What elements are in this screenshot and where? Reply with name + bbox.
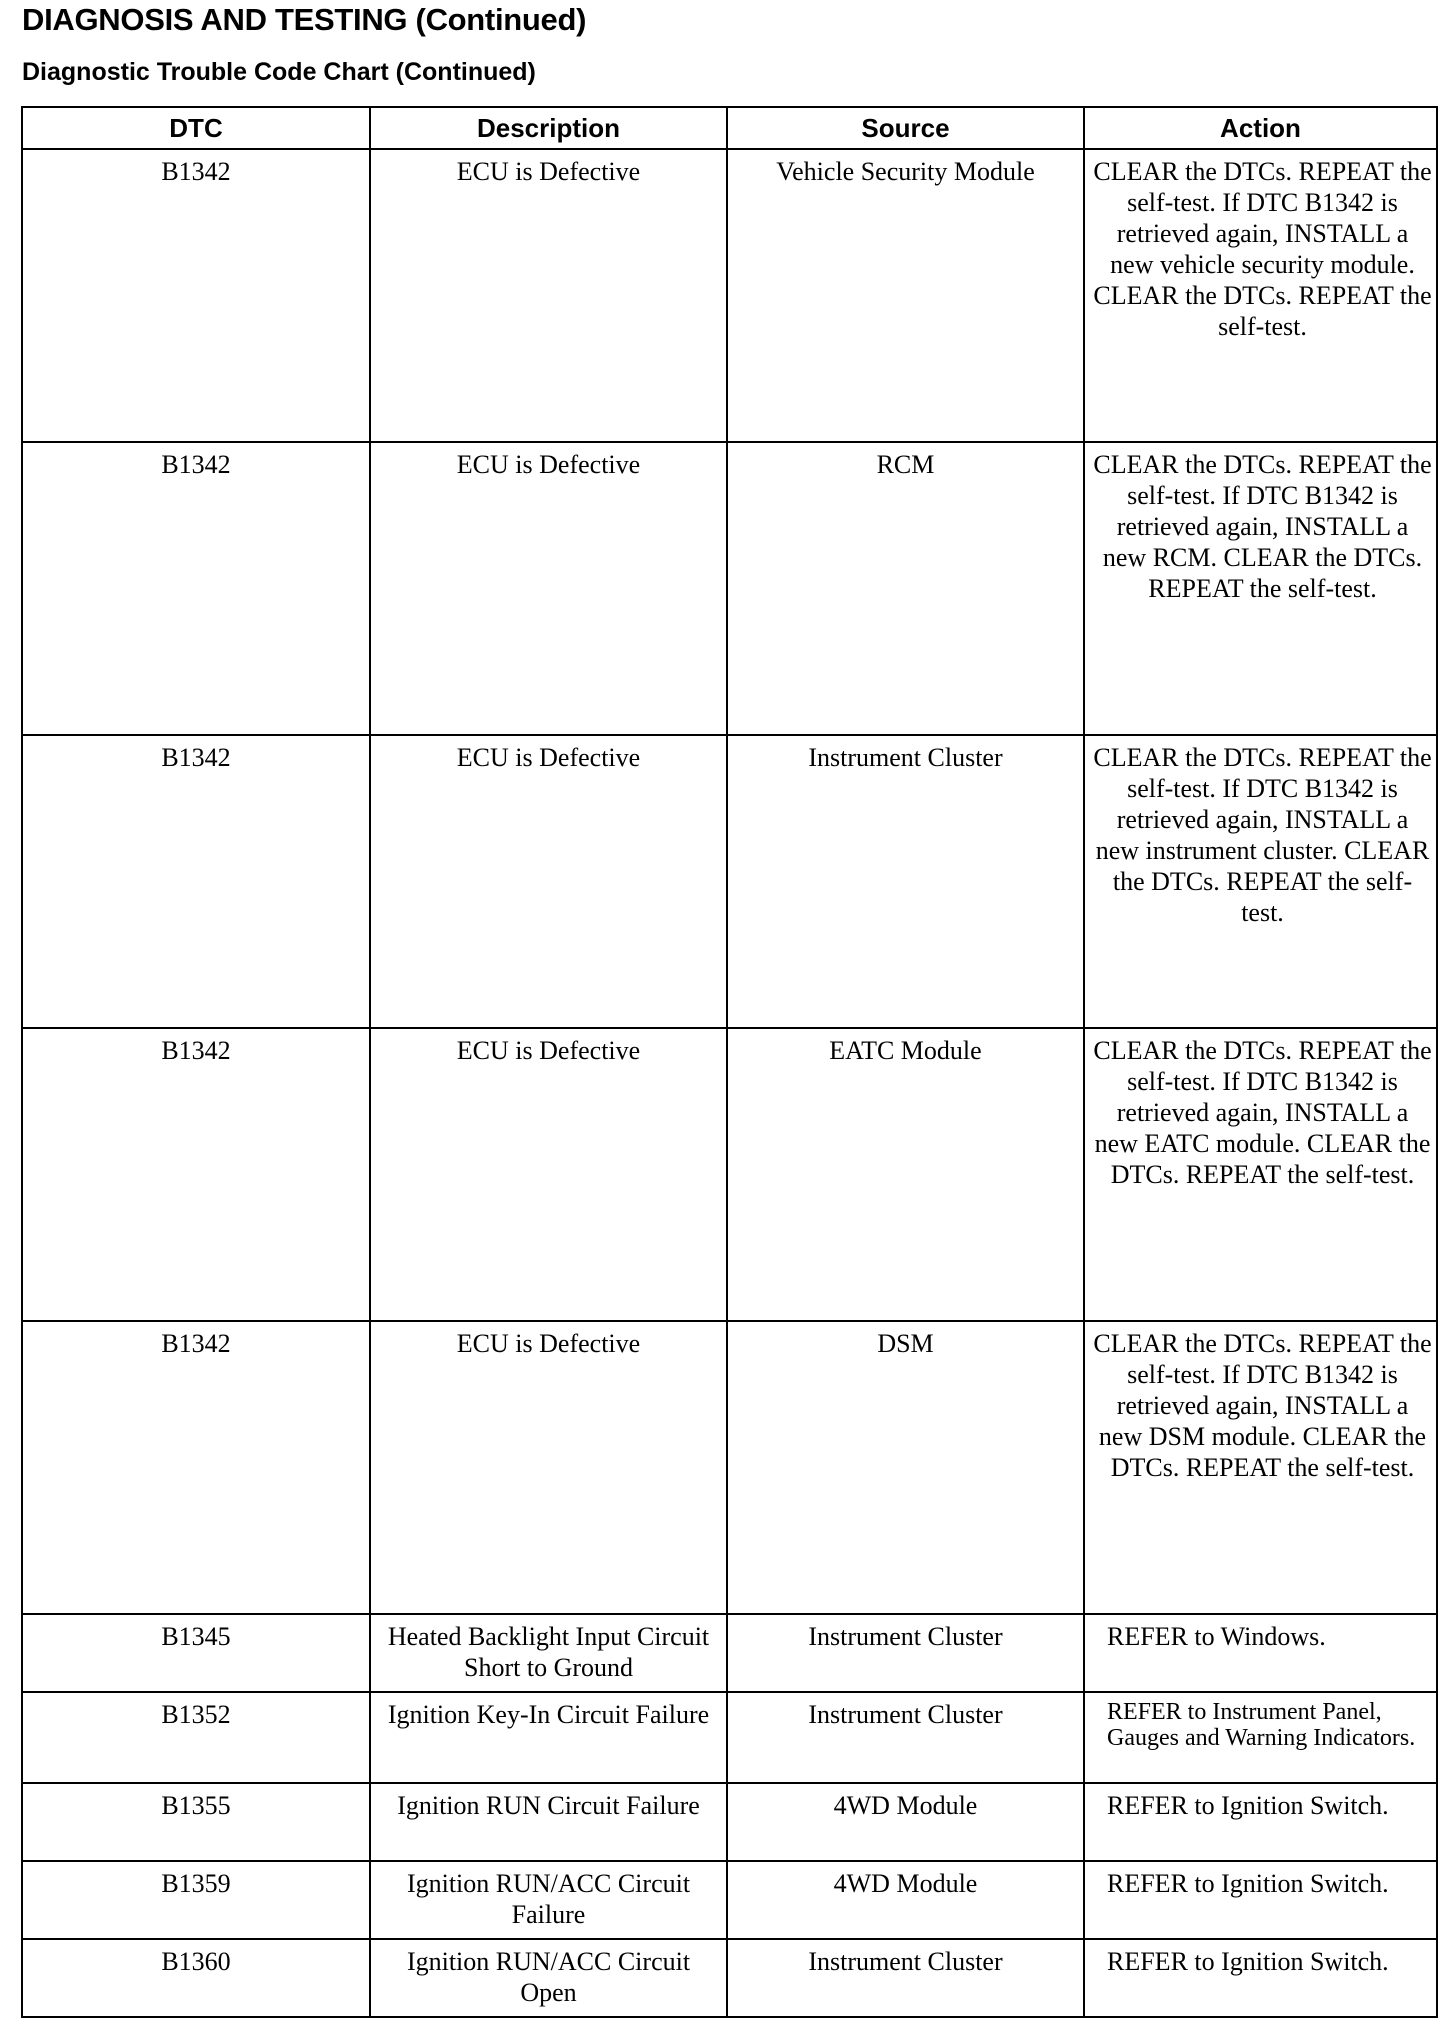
action-cell: CLEAR the DTCs. REPEAT the self-test. If DTC B1342 is retrieved again, INSTALL a new DSM module. CLEAR the DTCs. REPEAT the self-test.	[1084, 1321, 1437, 1614]
dtc-cell: B1345	[22, 1614, 370, 1692]
table-row	[22, 1614, 1437, 1692]
dtc-cell: B1355	[22, 1783, 370, 1861]
description-cell: Heated Backlight Input Circuit Short to Ground	[370, 1614, 727, 1692]
chart-subheading: Diagnostic Trouble Code Chart (Continued)	[22, 58, 536, 86]
action-cell: CLEAR the DTCs. REPEAT the self-test. If DTC B1342 is retrieved again, INSTALL a new RCM. CLEAR the DTCs. REPEAT the self-test.	[1084, 442, 1437, 735]
source-cell: Instrument Cluster	[727, 1939, 1084, 2017]
table-row	[22, 1321, 1437, 1614]
source-cell: DSM	[727, 1321, 1084, 1614]
dtc-cell: B1342	[22, 442, 370, 735]
action-cell: REFER to Ignition Switch.	[1084, 1939, 1437, 2017]
action-cell: CLEAR the DTCs. REPEAT the self-test. If DTC B1342 is retrieved again, INSTALL a new vehicle security module. CLEAR the DTCs. REPEAT the self-test.	[1084, 149, 1437, 442]
source-cell: EATC Module	[727, 1028, 1084, 1321]
source-cell: 4WD Module	[727, 1783, 1084, 1861]
description-cell: Ignition RUN Circuit Failure	[370, 1783, 727, 1861]
table-row	[22, 735, 1437, 1028]
dtc-cell: B1360	[22, 1939, 370, 2017]
dtc-cell: B1342	[22, 1321, 370, 1614]
description-cell: ECU is Defective	[370, 442, 727, 735]
column-header-dtc: DTC	[22, 107, 370, 149]
action-cell: REFER to Ignition Switch.	[1084, 1861, 1437, 1939]
column-header-description: Description	[370, 107, 727, 149]
page-heading: DIAGNOSIS AND TESTING (Continued)	[22, 2, 587, 37]
table-row	[22, 442, 1437, 735]
dtc-chart-table	[21, 106, 1438, 2018]
column-header-source: Source	[727, 107, 1084, 149]
description-cell: ECU is Defective	[370, 1028, 727, 1321]
column-header-action: Action	[1084, 107, 1437, 149]
table-row	[22, 149, 1437, 442]
action-cell: REFER to Ignition Switch.	[1084, 1783, 1437, 1861]
dtc-cell: B1342	[22, 149, 370, 442]
source-cell: 4WD Module	[727, 1861, 1084, 1939]
source-cell: Instrument Cluster	[727, 1692, 1084, 1783]
description-cell: ECU is Defective	[370, 1321, 727, 1614]
table-header-row	[22, 107, 1437, 149]
description-cell: Ignition RUN/ACC Circuit Open	[370, 1939, 727, 2017]
table-row	[22, 1939, 1437, 2017]
source-cell: Instrument Cluster	[727, 1614, 1084, 1692]
table-row	[22, 1783, 1437, 1861]
source-cell: RCM	[727, 442, 1084, 735]
description-cell: ECU is Defective	[370, 735, 727, 1028]
table-row	[22, 1028, 1437, 1321]
dtc-cell: B1342	[22, 1028, 370, 1321]
action-cell: CLEAR the DTCs. REPEAT the self-test. If DTC B1342 is retrieved again, INSTALL a new instrument cluster. CLEAR the DTCs. REPEAT the self-test.	[1084, 735, 1437, 1028]
dtc-cell: B1342	[22, 735, 370, 1028]
table-row	[22, 1861, 1437, 1939]
action-cell: REFER to Instrument Panel, Gauges and Warning Indicators.	[1084, 1692, 1437, 1783]
source-cell: Instrument Cluster	[727, 735, 1084, 1028]
description-cell: ECU is Defective	[370, 149, 727, 442]
action-cell: REFER to Windows.	[1084, 1614, 1437, 1692]
dtc-cell: B1352	[22, 1692, 370, 1783]
dtc-cell: B1359	[22, 1861, 370, 1939]
table-row	[22, 1692, 1437, 1783]
description-cell: Ignition RUN/ACC Circuit Failure	[370, 1861, 727, 1939]
action-cell: CLEAR the DTCs. REPEAT the self-test. If DTC B1342 is retrieved again, INSTALL a new EATC module. CLEAR the DTCs. REPEAT the self-test.	[1084, 1028, 1437, 1321]
description-cell: Ignition Key-In Circuit Failure	[370, 1692, 727, 1783]
source-cell: Vehicle Security Module	[727, 149, 1084, 442]
